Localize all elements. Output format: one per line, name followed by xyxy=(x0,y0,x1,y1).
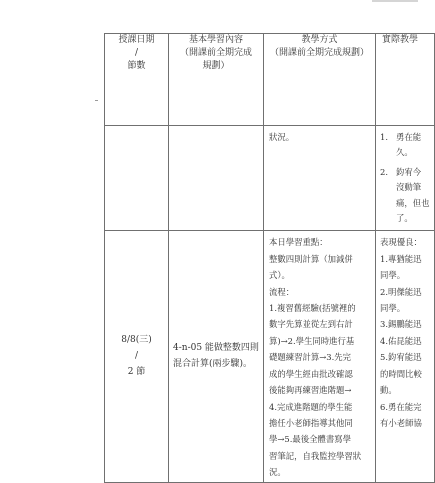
item-line: 痛，但也 xyxy=(396,197,430,208)
actual-line: 2.明傑能迅 xyxy=(380,286,422,297)
method-line: 式）。 xyxy=(269,270,290,281)
header-date-line-2: / xyxy=(134,48,139,58)
method-line: 算)→2.學生同時進行基 xyxy=(269,335,355,346)
actual-line: 表現優良： xyxy=(380,237,422,248)
prev-method-text: 狀況。 xyxy=(269,132,295,142)
prev-actual-item-1 xyxy=(380,130,429,161)
header-teaching-method xyxy=(264,34,376,126)
method-line: 成的學生經由批改確認 xyxy=(269,368,353,379)
header-basic-content xyxy=(169,34,264,126)
header-method-line-2: （開課前全期完成規劃） xyxy=(269,48,369,58)
method-line: 況。 xyxy=(269,467,286,478)
actual-line: 5.鈞宥能迅 xyxy=(380,352,422,363)
prev-method-cell xyxy=(264,126,376,231)
main-date-separator: / xyxy=(134,351,139,362)
method-line: 4.完成進階題的學生能 xyxy=(269,401,353,412)
actual-line: 動。 xyxy=(380,385,397,396)
header-date xyxy=(105,34,169,126)
method-line: 學→5.最後全體書寫學 xyxy=(269,434,352,445)
method-line: 數字先算並從左到右計 xyxy=(269,319,353,330)
header-basic-line-1: 基本學習內容 xyxy=(188,35,243,45)
scan-mark xyxy=(372,0,418,2)
method-line: 礎題練習計算→3.先完 xyxy=(269,352,352,363)
actual-line: 1.專猶能迅 xyxy=(380,253,422,264)
method-line: 後能夠再練習進階題→ xyxy=(269,385,352,396)
actual-line: 有小老師協 xyxy=(380,417,422,428)
method-line: 流程： xyxy=(269,286,295,297)
item-line: 鈞宥今 xyxy=(396,166,422,177)
main-date-cell xyxy=(105,231,169,482)
prev-date-cell xyxy=(105,126,169,231)
lesson-plan-table xyxy=(104,33,435,483)
main-date: 8/8(三) xyxy=(121,335,152,346)
scan-speck xyxy=(95,100,98,101)
main-actual-cell xyxy=(376,231,435,482)
item-line: 沒動筆 xyxy=(396,182,422,193)
header-date-line-1: 授課日期 xyxy=(118,35,155,45)
actual-line: 3.錫鵬能迅 xyxy=(380,319,422,330)
header-actual-teaching: 實際教學 xyxy=(376,34,435,126)
header-method-line-1: 教學方式 xyxy=(301,35,338,45)
prev-actual-cell xyxy=(376,126,435,231)
main-content-cell xyxy=(169,231,264,482)
header-date-line-3: 節數 xyxy=(127,61,146,71)
item-number: 1. xyxy=(380,132,388,142)
prev-content-cell xyxy=(169,126,264,231)
method-line: 本日學習重點： xyxy=(269,237,328,248)
item-line: 了。 xyxy=(396,213,413,224)
method-line: 1.複習舊經驗(括號裡的 xyxy=(269,303,356,314)
header-basic-line-2: （開課前全期完成 xyxy=(179,48,252,58)
actual-line: 6.勇在能完 xyxy=(380,401,422,412)
table-row-0808 xyxy=(105,231,435,482)
method-line: 擔任小老師指導其他同 xyxy=(269,417,353,428)
main-periods: 2 節 xyxy=(127,367,146,378)
actual-line: 同學。 xyxy=(380,303,406,314)
actual-line: 4.佑昆能迅 xyxy=(380,335,422,346)
table-header-row xyxy=(105,34,435,126)
table-row-previous xyxy=(105,126,435,231)
method-line: 習筆記，自我監控學習狀 xyxy=(269,450,362,461)
item-line: 勇在能 xyxy=(396,132,422,142)
item-line: 久。 xyxy=(396,147,413,158)
main-content-text: 4-n-05 能做整數四則混合計算(兩步驟)。 xyxy=(173,343,259,370)
actual-line: 同學。 xyxy=(380,270,406,281)
prev-actual-item-2 xyxy=(380,165,429,227)
item-number: 2. xyxy=(380,166,388,177)
main-method-cell xyxy=(264,231,376,482)
header-basic-line-3: 規劃） xyxy=(202,61,230,71)
actual-line: 的時間比較 xyxy=(380,368,422,379)
method-line: 整數四則計算（加減併 xyxy=(269,253,353,264)
